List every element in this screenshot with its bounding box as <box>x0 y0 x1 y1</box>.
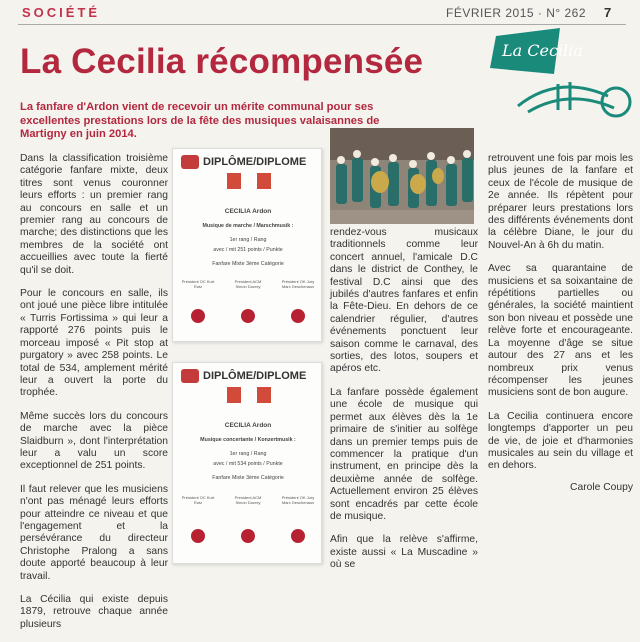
diploma-score: avec / mit 251 points / Punkte <box>213 247 283 253</box>
paragraph: Dans la classification troisième catégorie fanfare mixte, deux titres sont venus couronner leurs efforts : un premier rang au concours en salle et un premier rang au concours de marche; des distinctions que les membres de la société ont accueillies avec toute la fierté qu'il se doit. <box>20 153 168 276</box>
wax-seal-icon <box>291 309 305 323</box>
cecilia-logo <box>488 26 638 126</box>
header-rule <box>18 24 626 25</box>
valais-emblem-icon <box>257 387 271 403</box>
paragraph: La Cecilia continuera encore longtemps d'apporter un peu de vie, de joie et d'harmonies musicales au sein du village et en dehors. <box>488 410 633 472</box>
diploma-signer: Président ACM Simon Ducrey <box>234 279 262 289</box>
paragraph: Pour le concours en salle, ils ont joué une pièce libre intitulée « Turris Fortissima » qui leur a rapporté 276 points puis le morceau imposé « Pit stop at purgatory » avec 258 points. Le total de 534, amplement mérité leur a ouvert la porte du trophée. <box>20 288 168 399</box>
band-photo <box>330 128 474 224</box>
paragraph: La fanfare possède également une école de musique qui permet aux élèves dès la 1e primaire de s'initier au solfège dans un premier temps puis de commencer la pratique d'un instrument, en principe dès la deuxième année de solfège. Actuellement environ 25 élèves sont encadrés par cette école de musique. <box>330 386 478 522</box>
valais-emblem-icon <box>227 173 241 189</box>
column-3 <box>330 227 478 583</box>
logo-text: La Cecilia <box>502 41 583 60</box>
paragraph: Avec sa quarantaine de musiciens et sa soixantaine de répétitions partielles ou générales, la société maintient son bon niveau et possède une relève forte et encourageante. La moyenne d'âge se situe autour des 27 ans et les nombreux prix venus récompenser les jeunes musiciens sont de bon augure. <box>488 263 633 399</box>
page-number: 7 <box>604 5 612 20</box>
diploma-marching <box>172 148 322 342</box>
diploma-signer: Président OC Kurt Rutz <box>181 279 215 289</box>
trumpet-icon <box>518 82 630 116</box>
issue-date: FÉVRIER 2015 · N° 262 <box>446 6 587 20</box>
festival-logo-icon <box>181 155 199 169</box>
section-label: SOCIÉTÉ <box>22 5 101 20</box>
wax-seal-icon <box>241 529 255 543</box>
diploma-rank: 1er rang / Rang <box>229 237 267 243</box>
diploma-signer: Président OK Jury Marc Deschenaux <box>281 495 315 505</box>
article-intro: La fanfare d'Ardon vient de recevoir un mérite communal pour ses excellentes prestations lors de la fête des musiques valaisannes de Martigny en juin 2014. <box>20 101 380 140</box>
paragraph: retrouvent une fois par mois les plus jeunes de la fanfare et ceux de l'école de musique de 2e année. Ils répètent pour préparer leurs prestations lors des différents événements dont la célèbre Diane, le jour du Nouvel-An à 6h du matin. <box>488 153 633 251</box>
diploma-score: avec / mit 534 points / Punkte <box>213 461 283 467</box>
wax-seal-icon <box>191 529 205 543</box>
column-1 <box>20 153 168 642</box>
diploma-class: Fanfare Mixte 3ème Catégorie <box>212 261 284 267</box>
paragraph: Afin que la relève s'affirme, existe aussi « La Muscadine » où se <box>330 534 478 571</box>
diploma-society: CECILIA Ardon <box>224 422 272 429</box>
diploma-signer: Président OC Kurt Rutz <box>181 495 215 505</box>
paragraph: rendez-vous musicaux traditionnels comme leur concert annuel, l'amicale D.C dans le district de Conthey, le festival D.C ainsi que des jubilés d'autres fanfares et enfin la Fête-Dieu. En dehors de ce calendrier régulier, d'autres événements ponctuent leur saison comme le carnaval, des sorties, des lotos, soupers et apéros etc. <box>330 227 478 375</box>
diploma-rank: 1er rang / Rang <box>229 451 267 457</box>
diploma-category: Musique de marche / Marschmusik : <box>202 223 294 229</box>
article-title: La Cecilia récompensée <box>20 42 424 81</box>
wax-seal-icon <box>291 529 305 543</box>
diploma-category: Musique concertante / Konzertmusik : <box>200 437 296 443</box>
diploma-heading: DIPLÔME/DIPLOME <box>203 370 307 382</box>
column-4 <box>488 153 633 505</box>
diploma-signer: Président OK Jury Marc Deschenaux <box>281 279 315 289</box>
author-signature: Carole Coupy <box>570 481 633 493</box>
paragraph: Même succès lors du concours de marche avec la pièce Slaidburn », dont l'interprétation leur a valu un score exceptionnel de 251 points. <box>20 410 168 472</box>
festival-logo-icon <box>181 369 199 383</box>
valais-emblem-icon <box>257 173 271 189</box>
diploma-class: Fanfare Mixte 3ème Catégorie <box>212 475 284 481</box>
diploma-society: CECILIA Ardon <box>224 208 272 215</box>
wax-seal-icon <box>191 309 205 323</box>
diploma-concert <box>172 362 322 564</box>
paragraph: La Cécilia qui existe depuis 1879, retrouve chaque année plusieurs <box>20 594 168 630</box>
diploma-heading: DIPLÔME/DIPLOME <box>203 156 307 168</box>
valais-emblem-icon <box>227 387 241 403</box>
wax-seal-icon <box>241 309 255 323</box>
paragraph: Il faut relever que les musiciens n'ont pas ménagé leurs efforts pour atteindre ce niveau et que l'engagement et la persévérance du directeur Christophe Pralong a sans doute apporté beaucoup à leur travail. <box>20 483 168 582</box>
diploma-signer: Président ACM Simon Ducrey <box>234 495 262 505</box>
